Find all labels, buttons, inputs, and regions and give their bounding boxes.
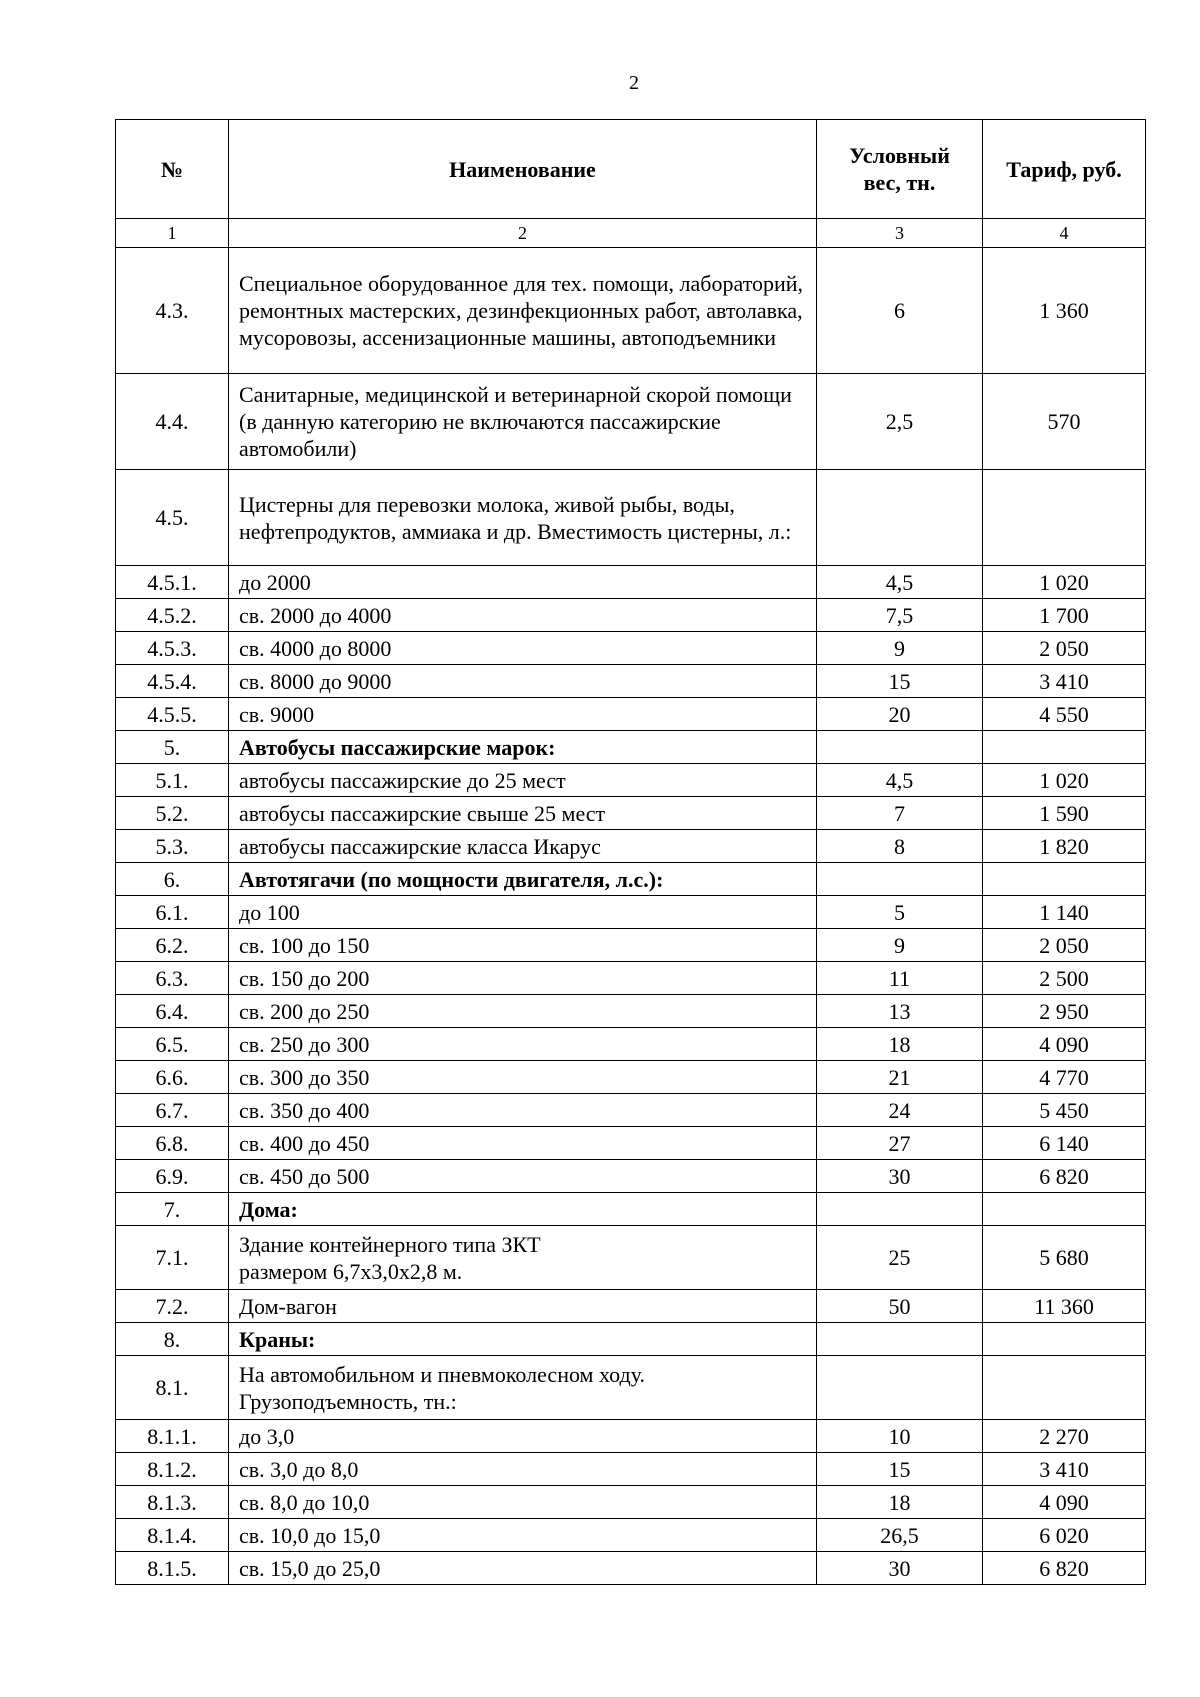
table-row	[116, 1290, 1146, 1323]
row-weight: 50	[817, 1290, 983, 1323]
row-number: 8.1.3.	[116, 1486, 229, 1519]
row-name	[229, 1226, 817, 1290]
row-tariff: 11 360	[983, 1290, 1146, 1323]
table-header-row	[116, 120, 1146, 219]
row-number: 8.1.4.	[116, 1519, 229, 1552]
row-number: 5.	[116, 731, 229, 764]
row-name: автобусы пассажирские свыше 25 мест	[229, 797, 817, 830]
row-weight: 13	[817, 995, 983, 1028]
row-weight	[817, 1193, 983, 1226]
table-row	[116, 1420, 1146, 1453]
row-name: св. 150 до 200	[229, 962, 817, 995]
row-weight: 15	[817, 1453, 983, 1486]
row-number: 8.1.	[116, 1356, 229, 1420]
row-tariff: 4 550	[983, 698, 1146, 731]
row-name: автобусы пассажирские до 25 мест	[229, 764, 817, 797]
row-tariff: 4 090	[983, 1486, 1146, 1519]
row-number: 6.4.	[116, 995, 229, 1028]
row-tariff: 3 410	[983, 1453, 1146, 1486]
table-row	[116, 248, 1146, 374]
row-name: св. 8,0 до 10,0	[229, 1486, 817, 1519]
row-tariff: 2 270	[983, 1420, 1146, 1453]
row-name-line: размером 6,7х3,0х2,8 м.	[239, 1258, 463, 1284]
table-row	[116, 599, 1146, 632]
row-tariff: 4 770	[983, 1061, 1146, 1094]
row-number: 6.7.	[116, 1094, 229, 1127]
row-name: до 100	[229, 896, 817, 929]
header-no: №	[116, 120, 229, 219]
row-name: Цистерны для перевозки молока, живой рыбы, воды, нефтепродуктов, аммиака и др. Вместимость цистерны, л.:	[229, 470, 817, 566]
row-tariff: 1 020	[983, 764, 1146, 797]
table-row	[116, 995, 1146, 1028]
row-weight: 25	[817, 1226, 983, 1290]
row-number: 4.5.2.	[116, 599, 229, 632]
tariff-table-body	[116, 248, 1146, 1585]
row-number: 7.1.	[116, 1226, 229, 1290]
row-weight: 18	[817, 1028, 983, 1061]
row-tariff: 570	[983, 374, 1146, 470]
row-tariff: 6 140	[983, 1127, 1146, 1160]
row-weight: 6	[817, 248, 983, 374]
row-number: 4.5.5.	[116, 698, 229, 731]
table-row	[116, 830, 1146, 863]
row-tariff	[983, 470, 1146, 566]
column-number: 4	[983, 219, 1146, 248]
table-row	[116, 1323, 1146, 1356]
row-tariff: 3 410	[983, 665, 1146, 698]
row-name: Краны:	[229, 1323, 817, 1356]
table-row	[116, 665, 1146, 698]
row-name: св. 9000	[229, 698, 817, 731]
row-name: св. 200 до 250	[229, 995, 817, 1028]
header-weight-line1: Условный	[849, 143, 950, 168]
row-weight	[817, 731, 983, 764]
table-row	[116, 632, 1146, 665]
table-row	[116, 731, 1146, 764]
row-name: Автобусы пассажирские марок:	[229, 731, 817, 764]
row-number: 5.2.	[116, 797, 229, 830]
row-number: 6.1.	[116, 896, 229, 929]
row-name: Санитарные, медицинской и ветеринарной скорой помощи (в данную категорию не включаются пассажирские автомобили)	[229, 374, 817, 470]
row-name: св. 300 до 350	[229, 1061, 817, 1094]
row-number: 6.5.	[116, 1028, 229, 1061]
table-row	[116, 1193, 1146, 1226]
row-number: 4.4.	[116, 374, 229, 470]
row-tariff: 1 020	[983, 566, 1146, 599]
row-weight: 11	[817, 962, 983, 995]
row-weight: 7	[817, 797, 983, 830]
row-name: св. 15,0 до 25,0	[229, 1552, 817, 1585]
row-number: 7.	[116, 1193, 229, 1226]
row-weight: 4,5	[817, 764, 983, 797]
table-row	[116, 1028, 1146, 1061]
row-number: 5.1.	[116, 764, 229, 797]
row-name: Специальное оборудованное для тех. помощи, лабораторий, ремонтных мастерских, дезинфекционных работ, автолавка, мусоровозы, ассенизационные машины, автоподъемники	[229, 248, 817, 374]
row-weight: 10	[817, 1420, 983, 1453]
table-row	[116, 1552, 1146, 1585]
table-row	[116, 1453, 1146, 1486]
row-weight: 9	[817, 632, 983, 665]
row-tariff	[983, 1193, 1146, 1226]
row-tariff	[983, 1323, 1146, 1356]
row-weight: 5	[817, 896, 983, 929]
table-row	[116, 896, 1146, 929]
row-number: 4.5.3.	[116, 632, 229, 665]
row-name: Автотягачи (по мощности двигателя, л.с.):	[229, 863, 817, 896]
column-number-row	[116, 219, 1146, 248]
row-number: 6.6.	[116, 1061, 229, 1094]
row-tariff: 5 450	[983, 1094, 1146, 1127]
row-weight: 8	[817, 830, 983, 863]
row-number: 4.3.	[116, 248, 229, 374]
tariff-table	[115, 119, 1146, 1585]
row-number: 4.5.4.	[116, 665, 229, 698]
table-row	[116, 929, 1146, 962]
row-number: 5.3.	[116, 830, 229, 863]
row-name: Дома:	[229, 1193, 817, 1226]
row-weight: 24	[817, 1094, 983, 1127]
row-weight: 30	[817, 1552, 983, 1585]
table-row	[116, 962, 1146, 995]
row-number: 7.2.	[116, 1290, 229, 1323]
row-number: 8.1.5.	[116, 1552, 229, 1585]
table-row	[116, 470, 1146, 566]
row-name: св. 400 до 450	[229, 1127, 817, 1160]
table-row	[116, 1061, 1146, 1094]
table-row	[116, 374, 1146, 470]
row-tariff: 2 050	[983, 929, 1146, 962]
table-row	[116, 1519, 1146, 1552]
row-number: 4.5.1.	[116, 566, 229, 599]
row-tariff: 1 590	[983, 797, 1146, 830]
row-tariff: 2 950	[983, 995, 1146, 1028]
row-name: св. 350 до 400	[229, 1094, 817, 1127]
header-name: Наименование	[229, 120, 817, 219]
row-tariff: 1 700	[983, 599, 1146, 632]
column-number: 2	[229, 219, 817, 248]
table-row	[116, 1486, 1146, 1519]
header-weight	[817, 120, 983, 219]
table-row	[116, 1094, 1146, 1127]
row-tariff: 2 050	[983, 632, 1146, 665]
header-tariff: Тариф, руб.	[983, 120, 1146, 219]
row-weight: 4,5	[817, 566, 983, 599]
row-weight: 27	[817, 1127, 983, 1160]
row-tariff: 1 140	[983, 896, 1146, 929]
row-name: св. 10,0 до 15,0	[229, 1519, 817, 1552]
row-name: автобусы пассажирские класса Икарус	[229, 830, 817, 863]
row-weight: 30	[817, 1160, 983, 1193]
table-row	[116, 797, 1146, 830]
row-number: 4.5.	[116, 470, 229, 566]
table-row	[116, 1127, 1146, 1160]
row-weight: 15	[817, 665, 983, 698]
row-tariff	[983, 1356, 1146, 1420]
header-weight-line2: вес, тн.	[863, 170, 936, 195]
column-number: 1	[116, 219, 229, 248]
row-weight: 20	[817, 698, 983, 731]
row-number: 6.3.	[116, 962, 229, 995]
row-tariff: 6 020	[983, 1519, 1146, 1552]
row-weight	[817, 1356, 983, 1420]
table-row	[116, 698, 1146, 731]
row-tariff	[983, 863, 1146, 896]
row-tariff: 2 500	[983, 962, 1146, 995]
column-number: 3	[817, 219, 983, 248]
row-number: 8.1.1.	[116, 1420, 229, 1453]
row-weight	[817, 470, 983, 566]
row-name-line: Здание контейнерного типа ЗКТ	[239, 1231, 541, 1257]
row-tariff: 5 680	[983, 1226, 1146, 1290]
row-name: до 2000	[229, 566, 817, 599]
row-weight: 18	[817, 1486, 983, 1519]
row-name: На автомобильном и пневмоколесном ходу. Грузоподъемность, тн.:	[229, 1356, 817, 1420]
row-name: св. 3,0 до 8,0	[229, 1453, 817, 1486]
row-name: св. 8000 до 9000	[229, 665, 817, 698]
row-weight: 7,5	[817, 599, 983, 632]
row-name: св. 4000 до 8000	[229, 632, 817, 665]
row-name: до 3,0	[229, 1420, 817, 1453]
row-weight: 9	[817, 929, 983, 962]
page-number-text: 2	[629, 72, 639, 94]
table-row	[116, 863, 1146, 896]
row-number: 6.9.	[116, 1160, 229, 1193]
row-number: 6.	[116, 863, 229, 896]
row-weight: 2,5	[817, 374, 983, 470]
table-row	[116, 566, 1146, 599]
table-row	[116, 764, 1146, 797]
row-weight: 26,5	[817, 1519, 983, 1552]
table-row	[116, 1356, 1146, 1420]
row-tariff: 1 820	[983, 830, 1146, 863]
row-weight	[817, 863, 983, 896]
row-number: 6.8.	[116, 1127, 229, 1160]
row-number: 8.1.2.	[116, 1453, 229, 1486]
row-name: Дом-вагон	[229, 1290, 817, 1323]
page-number	[0, 72, 1200, 95]
row-name: св. 2000 до 4000	[229, 599, 817, 632]
row-name: св. 250 до 300	[229, 1028, 817, 1061]
table-row	[116, 1226, 1146, 1290]
row-tariff: 4 090	[983, 1028, 1146, 1061]
row-tariff: 6 820	[983, 1552, 1146, 1585]
row-name: св. 100 до 150	[229, 929, 817, 962]
row-number: 8.	[116, 1323, 229, 1356]
row-weight: 21	[817, 1061, 983, 1094]
row-weight	[817, 1323, 983, 1356]
row-tariff	[983, 731, 1146, 764]
table-row	[116, 1160, 1146, 1193]
row-number: 6.2.	[116, 929, 229, 962]
row-name: св. 450 до 500	[229, 1160, 817, 1193]
row-tariff: 1 360	[983, 248, 1146, 374]
row-tariff: 6 820	[983, 1160, 1146, 1193]
